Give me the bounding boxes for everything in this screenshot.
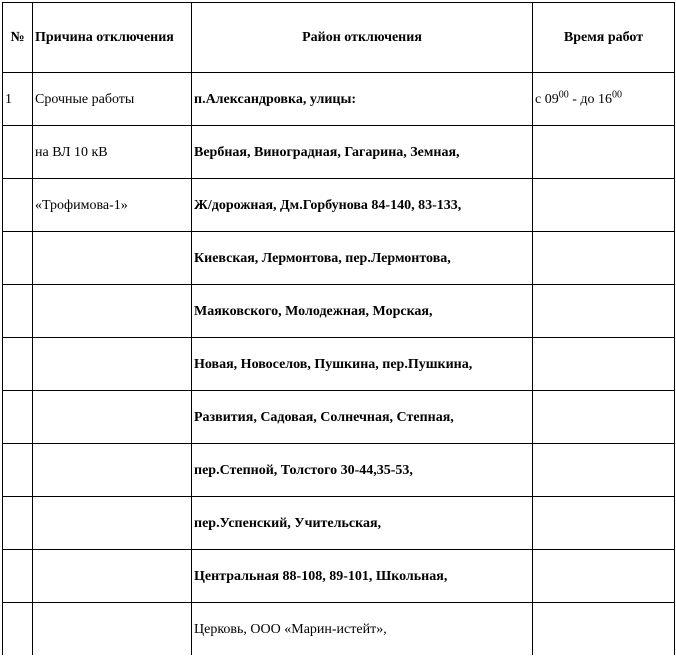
outage-table [2,2,675,655]
area-cell: п.Александровка, улицы: [192,73,533,126]
row-number [3,550,33,603]
time-cell [533,338,675,391]
row-number [3,179,33,232]
row-number [3,285,33,338]
area-cell: Ж/дорожная, Дм.Горбунова 84-140, 83-133, [192,179,533,232]
header-area: Район отключения [192,3,533,73]
area-cell: Новая, Новоселов, Пушкина, пер.Пушкина, [192,338,533,391]
row-number [3,338,33,391]
header-num: № [3,3,33,73]
reason-cell [33,285,192,338]
table-row [3,338,675,391]
table-row [3,73,675,126]
reason-cell [33,232,192,285]
time-end-minutes: 00 [612,88,623,100]
time-cell [533,232,675,285]
row-number: 1 [3,73,33,126]
reason-cell [33,603,192,656]
reason-cell: «Трофимова-1» [33,179,192,232]
area-cell: Киевская, Лермонтова, пер.Лермонтова, [192,232,533,285]
area-cell: Развития, Садовая, Солнечная, Степная, [192,391,533,444]
row-number [3,444,33,497]
area-cell: Церковь, ООО «Марин-истейт», [192,603,533,656]
reason-cell [33,444,192,497]
table-row [3,126,675,179]
reason-cell: Срочные работы [33,73,192,126]
table-row [3,232,675,285]
reason-cell [33,497,192,550]
reason-cell [33,338,192,391]
time-cell [533,73,675,126]
time-cell [533,550,675,603]
row-number [3,126,33,179]
time-cell [533,444,675,497]
header-time: Время работ [533,3,675,73]
header-row [3,3,675,73]
row-number [3,603,33,656]
table-row [3,285,675,338]
header-reason: Причина отключения [33,3,192,73]
time-end: - до 16 [568,91,613,107]
reason-cell [33,550,192,603]
area-cell: пер.Степной, Толстого 30-44,35-53, [192,444,533,497]
table-row [3,497,675,550]
table-row [3,444,675,497]
table-row [3,391,675,444]
area-cell: Центральная 88-108, 89-101, Школьная, [192,550,533,603]
row-number [3,391,33,444]
table-row [3,603,675,656]
row-number [3,497,33,550]
area-cell: Вербная, Виноградная, Гагарина, Земная, [192,126,533,179]
area-cell: пер.Успенский, Учительская, [192,497,533,550]
time-start: с 09 [535,91,559,107]
time-cell [533,179,675,232]
area-cell: Маяковского, Молодежная, Морская, [192,285,533,338]
reason-cell: на ВЛ 10 кВ [33,126,192,179]
time-cell [533,391,675,444]
time-start-minutes: 00 [558,88,569,100]
table-row [3,179,675,232]
table-row [3,550,675,603]
time-cell [533,126,675,179]
time-cell [533,497,675,550]
reason-cell [33,391,192,444]
time-cell [533,285,675,338]
row-number [3,232,33,285]
time-cell [533,603,675,656]
